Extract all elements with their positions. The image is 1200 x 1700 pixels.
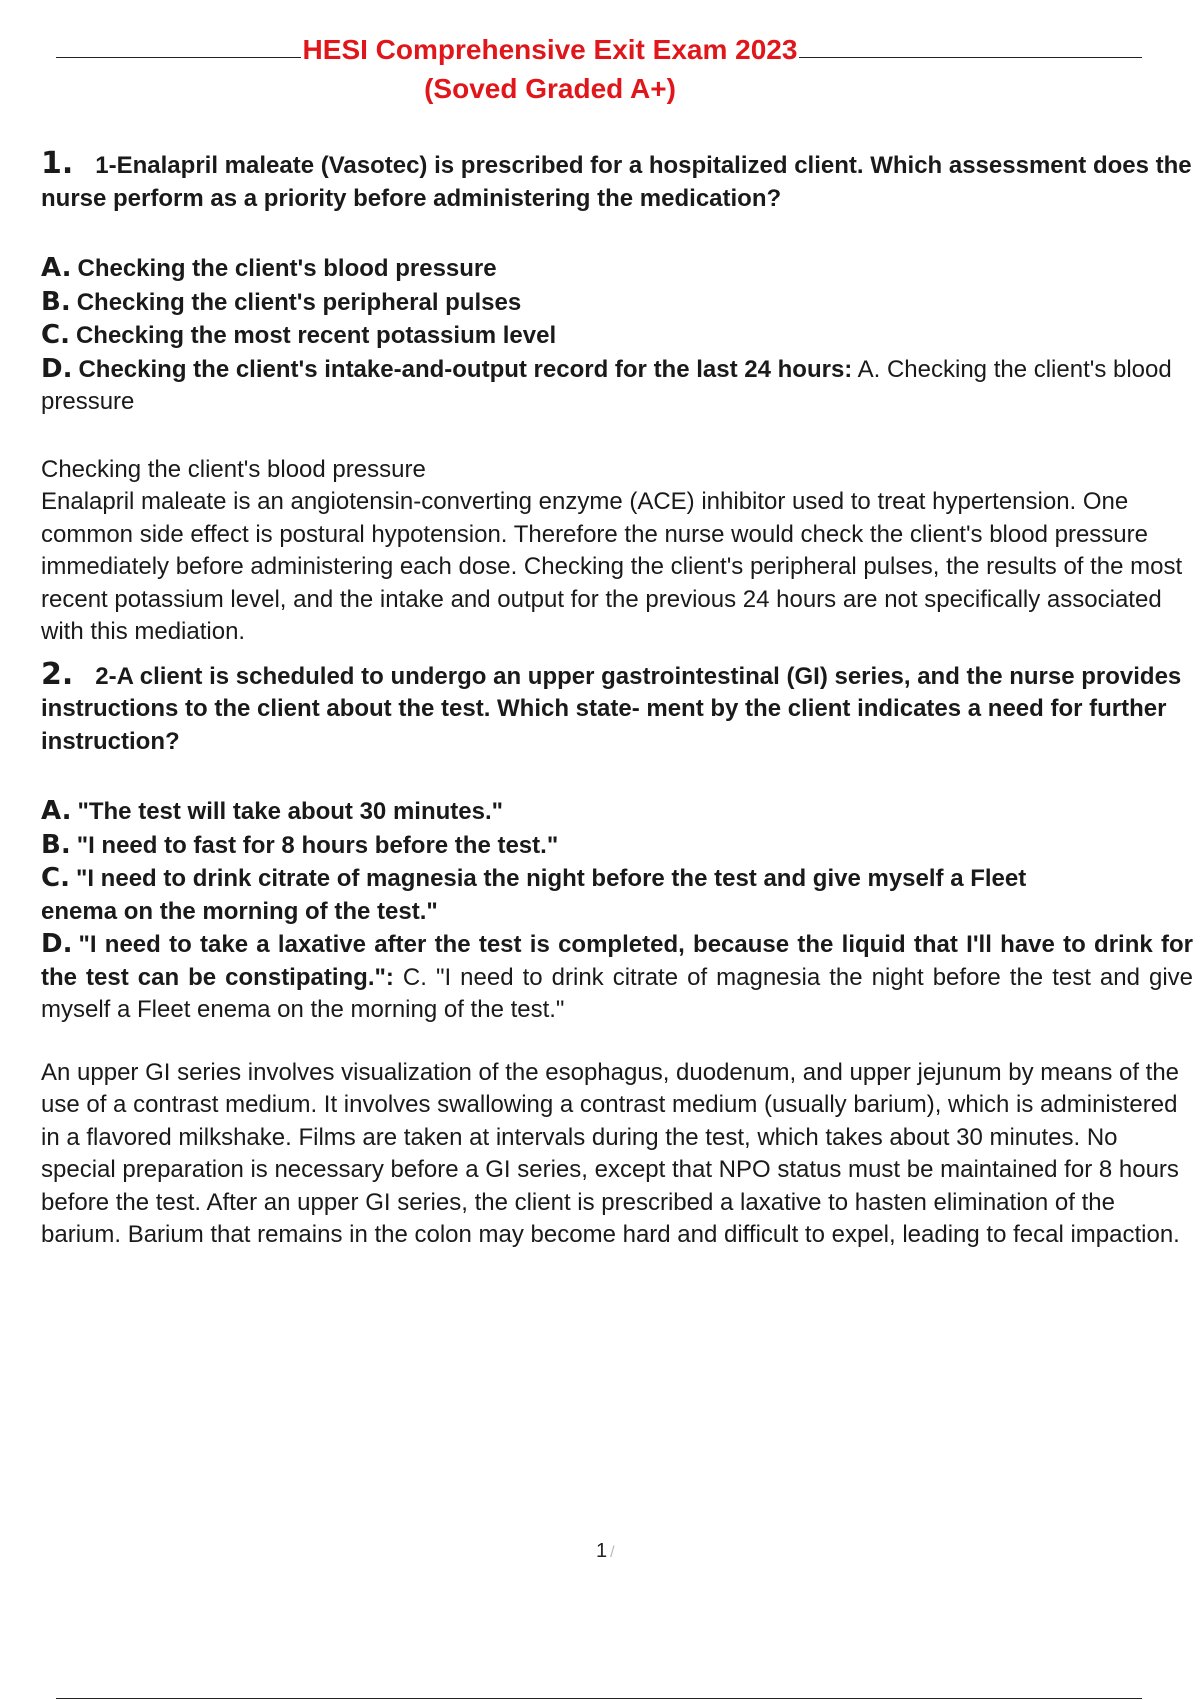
question-text: 2-A client is scheduled to undergo an upper gastrointestinal (GI) series, and the nurse provides instructions to the client about the test. Which state- ment by the client indicates a need for further instruction?	[41, 662, 1182, 755]
option-a	[41, 795, 1193, 829]
option-letter: A.	[41, 796, 72, 826]
option-d	[41, 353, 1193, 419]
answer-repeat: Checking the client's blood pressure	[41, 455, 426, 483]
option-text: Checking the client's intake-and-output record for the last 24 hours:	[78, 355, 853, 383]
option-text: "The test will take about 30 minutes."	[77, 798, 504, 825]
page-number	[596, 1540, 615, 1563]
question-number: 1.	[41, 146, 74, 181]
inline-answer: C. "I need to drink citrate of magnesia the night before the test and give myself a Fleet enema on the morning of the test."	[41, 963, 1194, 1023]
footer-rule	[56, 1698, 1142, 1699]
inline-answer: A. Checking the client's blood pressure	[41, 355, 1172, 415]
rationale: Enalapril maleate is an angiotensin-converting enzyme (ACE) inhibitor used to treat hypertension. One common side effect is postural hypotension. Therefore the nurse would check the client's blood pressure immediately before administering each dose. Checking the client's peripheral pulses, the results of the most recent potassium level, and the intake and output for the previous 24 hours are not specifically associated with this mediation.	[41, 488, 1183, 645]
page-separator: /	[610, 1544, 615, 1561]
option-letter: D.	[41, 929, 73, 959]
option-text: Checking the client's blood pressure	[77, 255, 497, 282]
document-title	[0, 34, 1100, 66]
option-b	[41, 829, 1193, 863]
option-text: "I need to drink citrate of magnesia the night before the test and give myself a Fleet enema on the morning of the test."	[41, 865, 1027, 925]
option-text: Checking the client's peripheral pulses	[76, 288, 522, 316]
option-c	[41, 319, 1193, 353]
option-text: "I need to fast for 8 hours before the test."	[76, 831, 559, 859]
option-d	[41, 928, 1193, 1027]
option-a	[41, 252, 1193, 286]
option-letter: B.	[41, 286, 71, 317]
question-1-stem	[41, 148, 1193, 215]
question-text: 1-Enalapril maleate (Vasotec) is prescribed for a hospitalized client. Which assessment does the nurse perform as a priority before administering the medication?	[41, 152, 1192, 212]
title-text: HESI Comprehensive Exit Exam 2023	[302, 34, 798, 65]
option-letter: C.	[41, 863, 70, 893]
option-text: Checking the most recent potassium level	[75, 322, 557, 349]
rationale: An upper GI series involves visualization of the esophagus, duodenum, and upper jejunum by means of the use of a contrast medium. It involves swallowing a contrast medium (usually barium), which is administered in a flavored milkshake. Films are taken at intervals during the test, which takes about 30 minutes. No special preparation is necessary before a GI series, except that NPO status must be maintained for 8 hours before the test. After an upper GI series, the client is prescribed a laxative to hasten elimination of the barium. Barium that remains in the colon may become hard and difficult to expel, leading to fecal impaction.	[41, 1058, 1180, 1248]
option-c	[41, 862, 1193, 928]
page-number-value: 1	[596, 1540, 608, 1562]
question-2-stem	[41, 656, 1193, 759]
option-letter: A.	[41, 253, 72, 283]
document-subtitle: (Soved Graded A+)	[424, 73, 676, 104]
question-number: 2.	[41, 656, 74, 692]
document-body	[41, 148, 1193, 1252]
option-letter: C.	[41, 320, 70, 350]
option-letter: D.	[41, 353, 73, 384]
option-letter: B.	[41, 829, 71, 860]
option-text: "I need to take a laxative after the test is completed, because the liquid that I'll have to drink for the test can be constipating.":	[41, 931, 1193, 991]
option-b	[41, 286, 1193, 320]
